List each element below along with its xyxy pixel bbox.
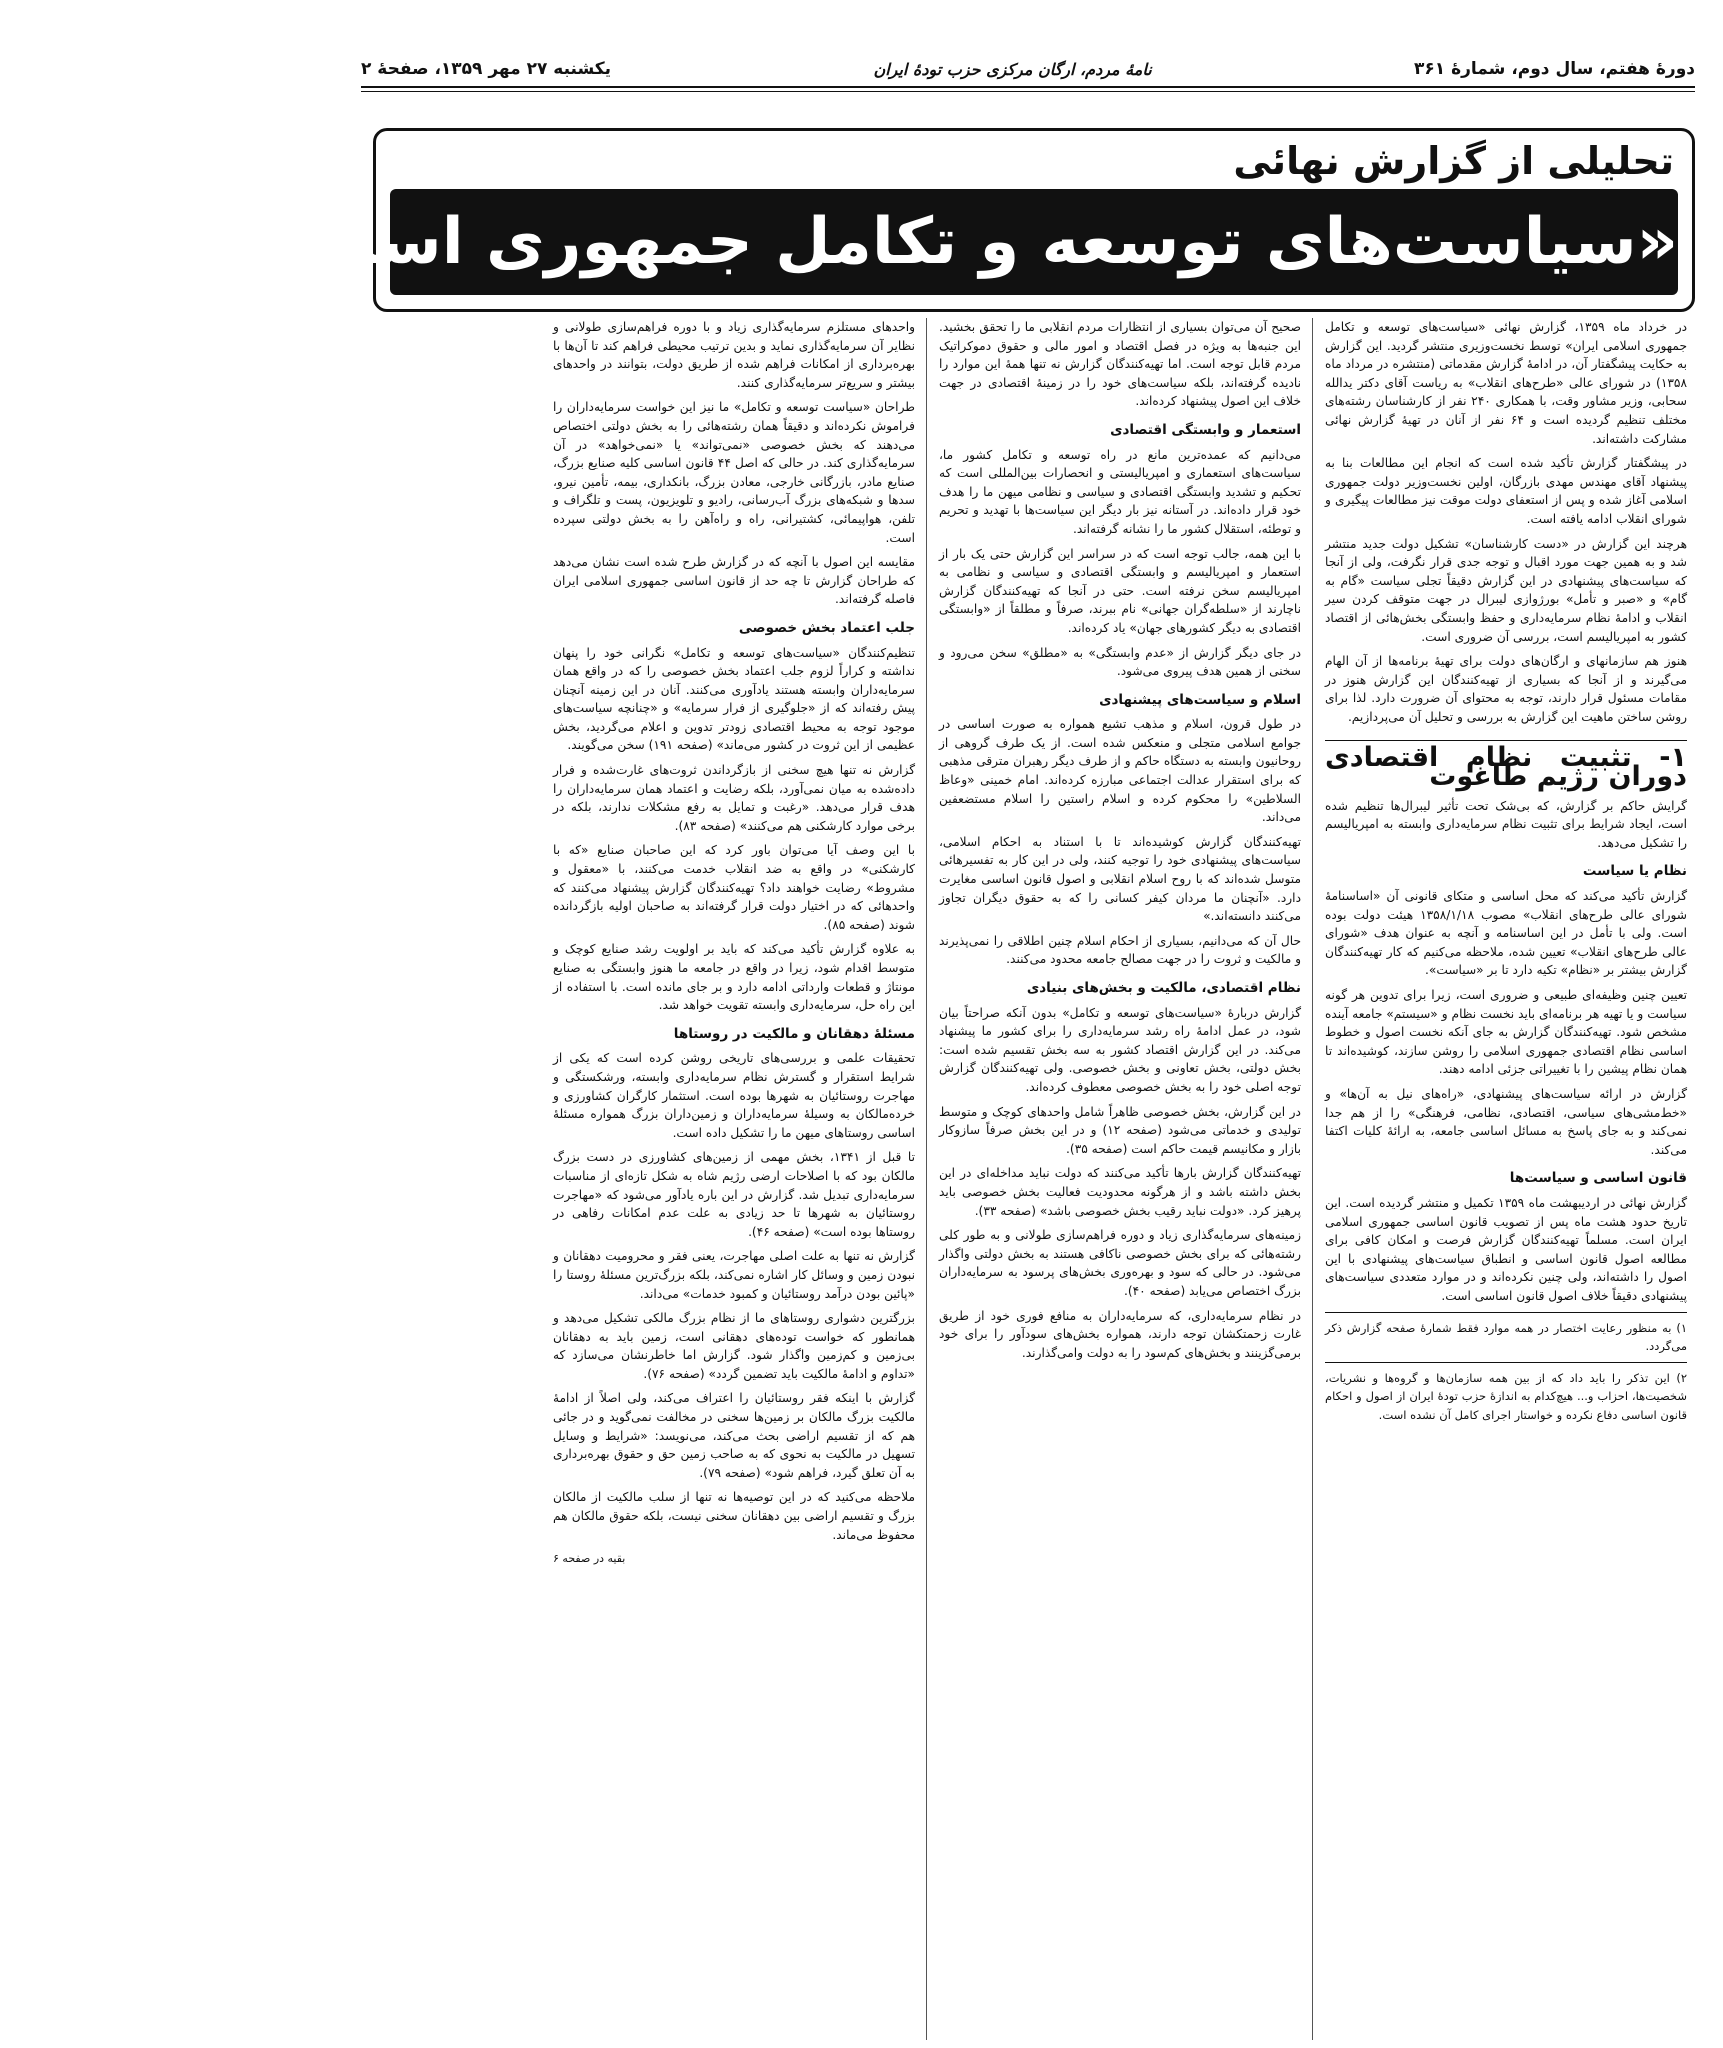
paragraph: در طول قرون، اسلام و مذهب تشیع همواره به صورت اساسی در جوامع اسلامی متجلی و منعکس شده است. از یک طرف گروهی از روحانیون وابسته به دستگاه حاکم و از طرف دیگر رهبران مترقی مذهبی که برای استقرار عدالت اجتماعی مبارزه کرده‌اند. امام خمینی «وعاظ السلاطین» را محکوم کرده و اسلام راستین را اسلام مستضعفین می‌داند. <box>939 717 1301 825</box>
paragraph: حال آن که می‌دانیم، بسیاری از احکام اسلام چنین اطلاقی را نمی‌پذیرند و مالکیت و ثروت را در جهت مصالح جامعه محدود می‌کنند. <box>939 933 1301 967</box>
paragraph: مقایسه این اصول با آنچه که در گزارش طرح شده است نشان می‌دهد که طراحان گزارش تا چه حد از قانون اساسی جمهوری اسلامی ایران فاصله گرفته‌اند. <box>553 555 915 607</box>
paragraph: واحدهای مستلزم سرمایه‌گذاری زیاد و با دوره فراهم‌سازی طولانی و نظایر آن سرمایه‌گذاری نماید و بدین ترتیب محیطی فراهم کند تا آن‌ها با بهره‌برداری از امکانات فراهم شده از طریق دولت، بتوانند در واحدهای بیشتر و سریع‌تر سرمایه‌گذاری کنند. <box>553 320 915 390</box>
article-column-2 <box>939 318 1301 2040</box>
masthead <box>361 52 1695 88</box>
paragraph: می‌دانیم که عمده‌ترین مانع در راه توسعه و تکامل کشور ما، سیاست‌های استعماری و امپریالیستی و انحصارات بین‌المللی است که تحکیم و تشدید وابستگی اقتصادی و سیاسی و نظامی میهن ما را هدف خود قرار داده‌اند. در آستانه نیز بار دیگر این سیاست‌ها با تهدید و تحریم و توطئه، استقلال کشور ما را نشانه گرفته‌اند. <box>939 447 1301 536</box>
masthead-rule <box>361 91 1695 92</box>
paragraph: تنظیم‌کنندگان «سیاست‌های توسعه و تکامل» نگرانی خود را پنهان نداشته و کراراً لزوم جلب اعتماد بخش خصوصی را که در واقع همان سرمایه‌داران وابسته هستند یادآوری می‌کنند. آنان در این زمینه آنچنان پیش رفته‌اند که از «جلوگیری از فرار سرمایه» و «چنانچه سیاست‌های موجود توجه به محیط اقتصادی زودتر تدوین و اعلام می‌گردید، بخش عظیمی از این ثروت در کشور می‌ماند» (صفحه ۱۹۱) سخن می‌گویند. <box>553 645 915 753</box>
issue-info: دورهٔ هفتم، سال دوم، شمارهٔ ۳۶۱ <box>1414 59 1695 79</box>
paragraph: زمینه‌های سرمایه‌گذاری زیاد و دوره فراهم‌سازی طولانی و به طور کلی رشته‌هائی که برای بخش خصوصی ناکافی هستند به بخش دولتی واگذار می‌شود. در حالی که سود و بهره‌وری بخش‌های پرسود به سرمایه‌داران بزرگ اختصاص می‌یابد (صفحه ۴۰). <box>939 1228 1301 1298</box>
paragraph: گزارش نه تنها به علت اصلی مهاجرت، یعنی فقر و محرومیت دهقانان و نبودن زمین و وسائل کار اشاره نمی‌کند، بلکه بزرگ‌ترین مسئلهٔ روستا را «پائین بودن درآمد روستائیان و کمبود خدمات» می‌داند. <box>553 1249 915 1301</box>
paragraph: در پیشگفتار گزارش تأکید شده است که انجام این مطالعات بنا به پیشنهاد آقای مهندس مهدی بازرگان، اولین نخست‌وزیر دولت جمهوری اسلامی آغاز شده و پس از استعفای دولت موقت نیز مطالعات پیگیری و شورای انقلاب ادامه یافته است. <box>1325 456 1687 526</box>
paragraph: هنوز هم سازمانهای و ارگان‌های دولت برای تهیهٔ برنامه‌ها از آن الهام می‌گیرند و از آنجا که بسیاری از تهیه‌کنندگان این گزارش هنوز در مقامات مسئول قرار دارند، توجه به محتوای آن ضرورت دارد. لذا برای روشن ساختن ماهیت این گزارش به بررسی و تحلیل آن می‌پردازیم. <box>1325 654 1687 724</box>
continued-note: بقیه در صفحه ۶ <box>553 1552 626 1566</box>
section-heading: ۱- تثبیت نظام اقتصادی دوران رژیم طاغوت <box>1325 742 1687 793</box>
paragraph: در نظام سرمایه‌داری، که سرمایه‌داران به منافع فوری خود از طریق غارت زحمتکشان توجه دارند، همواره بخش‌های سودآور را برای خود برمی‌گزینند و بخش‌های کم‌سود را به دولت وامی‌گذارند. <box>939 1308 1301 1360</box>
headline-title: «سیاست‌های توسعه و تکامل جمهوری اسلامی ایران» <box>390 189 1678 295</box>
subheading: نظام یا سیاست <box>1582 863 1687 880</box>
paragraph: گزارش با اینکه فقر روستائیان را اعتراف می‌کند، ولی اصلاً از ادامهٔ مالکیت بزرگ مالکان بر زمین‌ها سخنی در مخالفت نمی‌گوید و در جائی هم که از تقسیم اراضی بحث می‌کند، می‌نویسد: «شرایط و وسایل تسهیل در مالکیت به نحوی که به صاحب زمین حق و حقوق بهره‌برداری به آن تعلق گیرد، فراهم شود» (صفحه ۷۹). <box>553 1391 915 1480</box>
paragraph: به علاوه گزارش تأکید می‌کند که باید بر اولویت رشد صنایع کوچک و متوسط اقدام شود، زیرا در واقع در جامعه ما هنوز وابستگی به صنایع مونتاژ و قطعات وارداتی ادامه دارد و بر جای مانده است. با استفاده از این راه حل، سرمایه‌داری وابسته تقویت خواهد شد. <box>553 942 915 1013</box>
subheading: اسلام و سیاست‌های پیشنهادی <box>1099 691 1301 708</box>
paragraph: گرایش حاکم بر گزارش، که بی‌شک تحت تأثیر لیبرال‌ها تنظیم شده است، ایجاد شرایط برای تثبیت نظام سرمایه‌داری وابسته به امپریالیسم را تشکیل می‌دهد. <box>1325 798 1687 850</box>
paragraph: هرچند این گزارش در «دست کارشناسان» تشکیل دولت جدید منتشر شد و به همین جهت مورد اقبال و توجه جدی قرار نگرفت، ولی از آنجا که سیاست‌های پیشنهادی در این گزارش دقیقاً تجلی سیاست «گام به گام» و «صبر و تأمل» بورژوازی لیبرال در جهت متوقف کردن سیر انقلاب و ادامهٔ نظام سرمایه‌داری و حفظ وابستگی بخش‌هائی از اقتصاد کشور به امپریالیسم است، بررسی آن ضروری است. <box>1325 536 1687 644</box>
paragraph: تهیه‌کنندگان گزارش کوشیده‌اند تا با استناد به احکام اسلامی، سیاست‌های پیشنهادی خود را توجیه کنند، ولی در این کار به تفسیرهائی متوسل شده‌اند که با روح اسلام انقلابی و اصول قانون اساسی مغایرت دارد. «آنچنان ما مردان کیفر کسانی را که به حقوق دیگران تجاوز می‌کنند دانسته‌اند.» <box>939 834 1301 924</box>
subheading: مسئلهٔ دهقانان و مالکیت در روستاها <box>673 1025 915 1042</box>
paragraph: گزارش نهائی در اردیبهشت ماه ۱۳۵۹ تکمیل و منتشر گردیده است. این تاریخ حدود هشت ماه پس از تصویب قانون اساسی جمهوری اسلامی ایران است. مسلماً تهیه‌کنندگان گزارش فرصت و امکان کافی برای مطالعه اصول قانون اساسی و انطباق سیاست‌های پیشنهادی با این اصول را داشته‌اند، ولی چنین نکرده‌اند و در موارد متعددی سیاست‌های پیشنهادی دقیقاً خلاف اصول قانون اساسی است. <box>1325 1195 1687 1303</box>
article-column-1 <box>1325 318 1687 2040</box>
article-column-3 <box>553 318 915 2040</box>
paragraph: در خرداد ماه ۱۳۵۹، گزارش نهائی «سیاست‌های توسعه و تکامل جمهوری اسلامی ایران» توسط نخست‌وزیری منتشر گردید. این گزارش به حکایت پیشگفتار آن، در ادامهٔ گزارش مقدماتی (منتشره در مرداد ماه ۱۳۵۸) در شورای عالی «طرح‌های انقلاب» به ریاست آقای دکتر یدالله سحابی، وزیر مشاور وقت، با همکاری ۲۴۰ نفر از کارشناسان رشته‌های مختلف تنظیم گردیده است و ۶۴ نفر از آنان در تهیهٔ گزارش نهائی مشارکت داشته‌اند. <box>1325 320 1688 446</box>
paragraph: ملاحظه می‌کنید که در این توصیه‌ها نه تنها از سلب مالکیت از مالکان بزرگ و تقسیم اراضی بین دهقانان سخنی نیست، بلکه حقوق مالکان هم محفوظ می‌ماند. <box>553 1490 915 1542</box>
footnote: ۱) به منظور رعایت اختصار در همه موارد فقط شمارهٔ صفحه گزارش ذکر می‌گردد. <box>1325 1312 1687 1356</box>
paragraph: تعیین چنین وظیفه‌ای طبیعی و ضروری است، زیرا برای تدوین هر گونه سیاست و یا تهیه هر برنامه‌ای باید نخست نظام و «سیستم» جامعه آینده مشخص شود. تهیه‌کنندگان گزارش به جای آنکه نخست اصول و خطوط اساسی نظام اقتصادی جمهوری اسلامی را روشن سازند، کوشیده‌اند تا همان نظام پیشین را با تغییراتی جزئی ادامه دهند. <box>1325 988 1687 1077</box>
kicker: تحلیلی از گزارش نهائی <box>1233 139 1674 183</box>
paragraph: تهیه‌کنندگان گزارش بارها تأکید می‌کنند که دولت نباید مداخله‌ای در این بخش داشته باشد و از هرگونه محدودیت فعالیت بخش خصوصی باید پرهیز کرد. «دولت نباید رقیب بخش خصوصی باشد» (صفحه ۳۳). <box>939 1166 1301 1218</box>
paragraph: با این همه، جالب توجه است که در سراسر این گزارش حتی یک بار از استعمار و امپریالیسم و وابستگی اقتصادی و سیاسی و نظامی به امپریالیسم سخن نرفته است. حتی در آنجا که تهیه‌کنندگان گزارش ناچارند از «سلطه‌گران جهانی» نام ببرند، صرفاً و مطلقاً از «وابستگی اقتصادی به دیگر کشورهای جهان» یاد کرده‌اند. <box>939 546 1301 635</box>
paragraph: تحقیقات علمی و بررسی‌های تاریخی روشن کرده است که یکی از شرایط استقرار و گسترش نظام سرمایه‌داری وابسته، ورشکستگی و مهاجرت روستائیان به شهرها بوده است. استثمار کارگران کشاورزی و خرده‌مالکان به وسیلهٔ سرمایه‌داران و زمین‌داران بزرگ همواره مسئلهٔ اساسی روستاهای میهن ما را تشکیل داده است. <box>553 1051 915 1140</box>
column-rule <box>1312 318 1313 2040</box>
paragraph: در این گزارش، بخش خصوصی ظاهراً شامل واحدهای کوچک و متوسط تولیدی و خدماتی می‌شود (صفحه ۱۲) و در این بخش صرفاً سازوکار بازار و مکانیسم قیمت حاکم است (صفحه ۳۵). <box>939 1104 1301 1156</box>
paragraph: بزرگترین دشواری روستاهای ما از نظام بزرگ مالکی تشکیل می‌دهد و همانطور که خواست توده‌های دهقانی است، زمین باید به دهقانان بی‌زمین و کم‌زمین واگذار شود. گزارش اما خاطرنشان می‌سازد که «تداوم و ادامهٔ مالکیت باید تضمین گردد» (صفحه ۷۶). <box>553 1311 915 1381</box>
paragraph: صحیح آن می‌توان بسیاری از انتظارات مردم انقلابی ما را تحقق بخشید. این جنبه‌ها به ویژه در فصل اقتصاد و امور مالی و حقوق دموکراتیک مردم قابل توجه است. اما تهیه‌کنندگان گزارش نه تنها همهٔ این موارد را نادیده گرفته‌اند، بلکه سیاست‌های خود را در زمینهٔ اقتصادی در جهت خلاف این اصول پیشنهاد کرده‌اند. <box>939 320 1301 409</box>
footnote: ۲) این تذکر را باید داد که از بین همه سازمان‌ها و گروه‌ها و نشریات، شخصیت‌ها، احزاب و... هیچ‌کدام به اندازهٔ حزب تودهٔ ایران از اصول و احکام قانون اساسی دفاع نکرده و خواستار اجرای کامل آن نشده است. <box>1325 1362 1687 1425</box>
paragraph: در جای دیگر گزارش از «عدم وابستگی» به «مطلق» سخن می‌رود و سخنی از همین هدف پیروی می‌شود. <box>939 645 1301 679</box>
paragraph: گزارش در ارائه سیاست‌های پیشنهادی، «راه‌های نیل به آن‌ها» و «خط‌مشی‌های سیاسی، اقتصادی، نظامی، فرهنگی» را از هم جدا نمی‌کند و به جای پاسخ به مسائل اساسی جامعه، به ارائهٔ کلیات اکتفا می‌کند. <box>1325 1086 1687 1157</box>
paragraph: گزارش دربارهٔ «سیاست‌های توسعه و تکامل» بدون آنکه صراحتاً بیان شود، در عمل ادامهٔ راه رشد سرمایه‌داری را برای کشور ما پیشنهاد می‌کند. در این گزارش اقتصاد کشور به سه بخش تقسیم شده است: بخش دولتی، بخش تعاونی و بخش خصوصی. ولی تهیه‌کنندگان گزارش توجه اصلی خود را به بخش خصوصی معطوف کرده‌اند. <box>939 1005 1301 1094</box>
paragraph: با این وصف آیا می‌توان باور کرد که این صاحبان صنایع «که با کارشکنی» در واقع به ضد انقلاب خدمت می‌کنند، با «معقول و مشروط» رضایت خواهند داد؟ تهیه‌کنندگان گزارش پیشنهاد می‌کنند که واحدهائی که در اختیار دولت قرار گرفته‌اند به صاحبان اولیه بازگردانده شوند (صفحه ۸۵). <box>553 843 915 932</box>
paragraph: تا قبل از ۱۳۴۱، بخش مهمی از زمین‌های کشاورزی در دست بزرگ مالکان بود که با اصلاحات ارضی رژیم شاه به شکل تازه‌ای از مناسبات سرمایه‌داری تبدیل شد. گزارش در این باره یادآور می‌شود که «مهاجرت روستائیان به شهرها تا حد زیادی به علت عدم امکانات رفاهی در روستاها بوده است» (صفحه ۴۶). <box>553 1150 916 1239</box>
paragraph: گزارش نه تنها هیچ سخنی از بازگرداندن ثروت‌های غارت‌شده و فرار داده‌شده به میان نمی‌آورد، بلکه رضایت و اعتماد همان سرمایه‌داران را هدف قرار می‌دهد. «رغبت و تمایل به رفع مشکلات ندارند، بلکه در برخی موارد کارشکنی هم می‌کنند» (صفحه ۸۳). <box>553 763 915 833</box>
subheading: جلب اعتماد بخش خصوصی <box>738 619 915 636</box>
paper-name: نامهٔ مردم، ارگان مرکزی حزب تودهٔ ایران <box>873 59 1152 79</box>
paragraph: گزارش تأکید می‌کند که محل اساسی و متکای قانونی آن «اساسنامهٔ شورای عالی طرح‌های انقلاب» مصوب ۱۳۵۸/۱/۱۸ هیئت دولت بوده است. ولی با تأمل در این اساسنامه و آنچه به عنوان هدف «شورای عالی طرح‌های انقلاب» تعیین شده، ملاحظه می‌کنیم که کار تهیه‌کنندگان گزارش بیشتر بر «نظام» تکیه دارد تا بر «سیاست». <box>1325 889 1687 978</box>
column-rule <box>926 318 927 2040</box>
subheading: نظام اقتصادی، مالکیت و بخش‌های بنیادی <box>1026 980 1301 996</box>
paragraph: طراحان «سیاست توسعه و تکامل» ما نیز این خواست سرمایه‌داران را فراموش نکرده‌اند و دقیقاً همان رشته‌هائی را به بخش دولتی اختصاص می‌دهند که بخش خصوصی «نمی‌تواند» یا «نمی‌خواهد» در آن سرمایه‌گذاری کند. در حالی که اصل ۴۴ قانون اساسی کلیه صنایع بزرگ، صنایع مادر، بازرگانی خارجی، معادن بزرگ، بانکداری، بیمه، تأمین نیرو، سدها و شبکه‌های بزرگ آب‌رسانی، رادیو و تلویزیون، پست و تلگراف و تلفن، هواپیمائی، کشتیرانی، راه و راه‌آهن را به بخش دولتی سپرده است. <box>553 400 915 545</box>
subheading: قانون اساسی و سیاست‌ها <box>1509 1170 1687 1187</box>
headline-box <box>0 128 1695 312</box>
date-page: یکشنبه ۲۷ مهر ۱۳۵۹، صفحهٔ ۲ <box>361 59 612 79</box>
subheading: استعمار و وابستگی اقتصادی <box>1110 421 1301 438</box>
